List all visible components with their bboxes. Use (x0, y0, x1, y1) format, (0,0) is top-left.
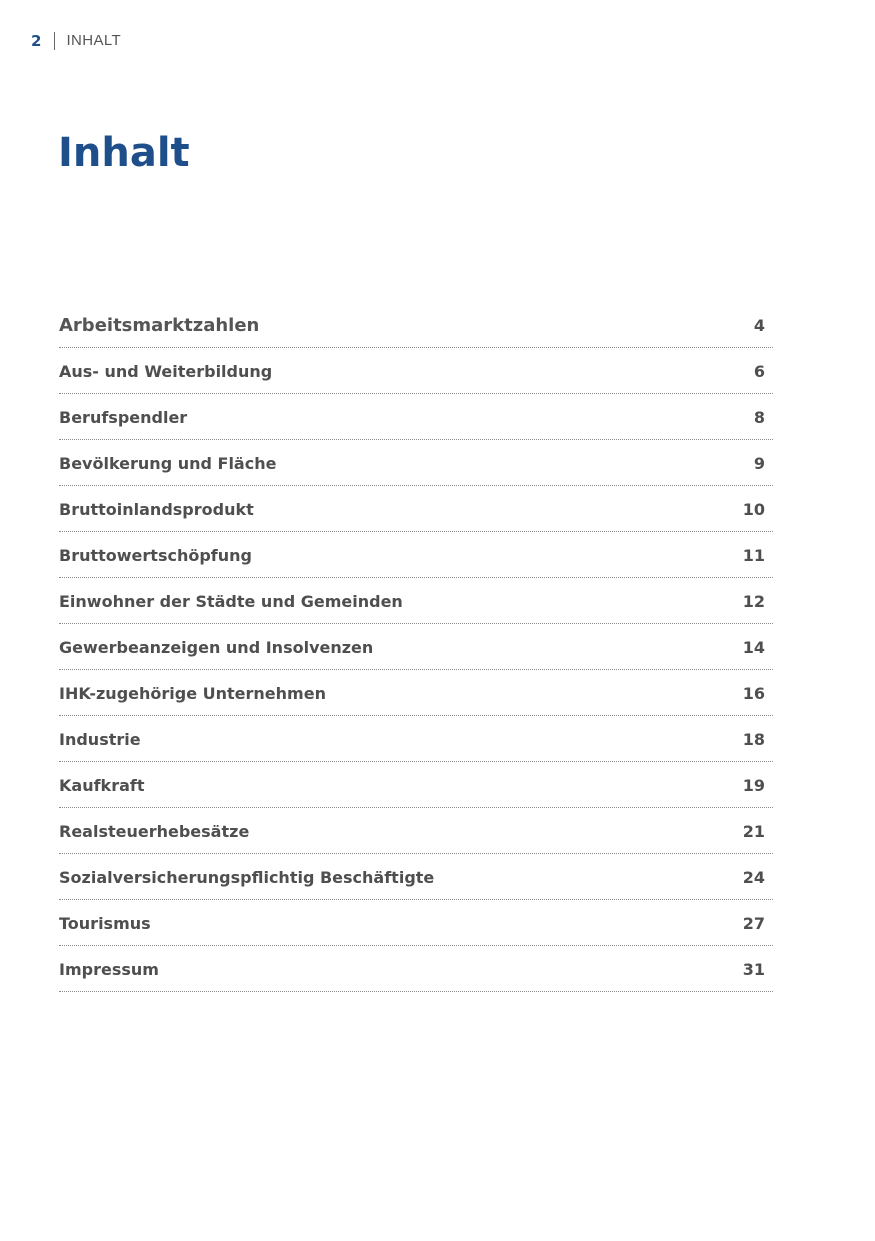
toc-entry[interactable] (59, 717, 773, 762)
toc-entry-page: 19 (742, 776, 765, 795)
toc-entry[interactable] (59, 579, 773, 624)
toc-entry-page: 4 (753, 316, 765, 335)
toc-entry[interactable] (59, 901, 773, 946)
toc-entry[interactable] (59, 533, 773, 578)
toc-entry-label: Arbeitsmarktzahlen (59, 315, 260, 336)
header-divider (54, 32, 55, 50)
toc-entry-label: Bevölkerung und Fläche (59, 454, 277, 473)
toc-entry-label: Sozialversicherungspflichtig Beschäftigte (59, 868, 435, 887)
toc-entry[interactable] (59, 809, 773, 854)
toc-entry-label: Einwohner der Städte und Gemeinden (59, 592, 403, 611)
toc-entry[interactable] (59, 487, 773, 532)
toc-entry[interactable] (59, 947, 773, 992)
toc-entry-page: 16 (742, 684, 765, 703)
toc-entry-label: Impressum (59, 960, 159, 979)
toc-entry-page: 14 (742, 638, 765, 657)
toc-entry[interactable] (59, 855, 773, 900)
table-of-contents (59, 303, 773, 992)
page-number: 2 (31, 32, 42, 50)
toc-entry-page: 11 (742, 546, 765, 565)
toc-entry-label: Industrie (59, 730, 141, 749)
toc-entry[interactable] (59, 763, 773, 808)
toc-entry-label: Kaufkraft (59, 776, 145, 795)
toc-entry-page: 31 (742, 960, 765, 979)
toc-entry[interactable] (59, 395, 773, 440)
toc-entry-page: 21 (742, 822, 765, 841)
toc-entry-label: Tourismus (59, 914, 151, 933)
toc-entry[interactable] (59, 441, 773, 486)
toc-entry[interactable] (59, 625, 773, 670)
toc-entry-page: 24 (742, 868, 765, 887)
toc-entry-label: Gewerbeanzeigen und Insolvenzen (59, 638, 374, 657)
toc-entry-label: Bruttowertschöpfung (59, 546, 252, 565)
running-header (31, 31, 121, 51)
toc-entry[interactable] (59, 303, 773, 348)
toc-entry-page: 10 (742, 500, 765, 519)
page-title: Inhalt (58, 130, 190, 176)
toc-entry-page: 27 (742, 914, 765, 933)
toc-entry-page: 18 (742, 730, 765, 749)
toc-entry[interactable] (59, 349, 773, 394)
toc-entry-label: Realsteuerhebesätze (59, 822, 250, 841)
toc-entry-page: 8 (753, 408, 765, 427)
section-label: INHALT (66, 32, 122, 49)
toc-entry-page: 12 (742, 592, 765, 611)
toc-entry-page: 6 (753, 362, 765, 381)
toc-entry-page: 9 (753, 454, 765, 473)
toc-entry-label: Bruttoinlandsprodukt (59, 500, 254, 519)
toc-entry[interactable] (59, 671, 773, 716)
toc-entry-label: Aus- und Weiterbildung (59, 362, 273, 381)
toc-entry-label: Berufspendler (59, 408, 188, 427)
toc-entry-label: IHK-zugehörige Unternehmen (59, 684, 326, 703)
